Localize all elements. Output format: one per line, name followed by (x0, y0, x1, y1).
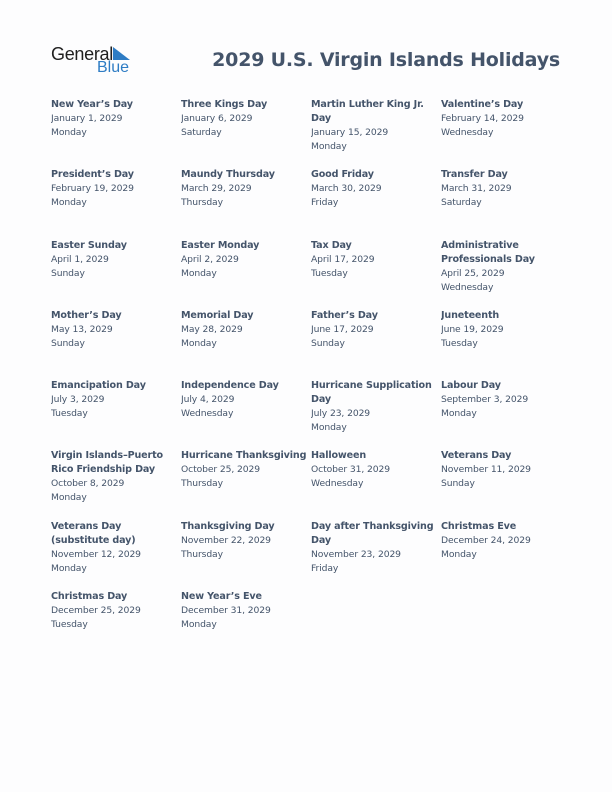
holiday-date: January 15, 2029 (311, 127, 389, 138)
holiday-item (311, 98, 441, 168)
logo-text-blue: Blue (97, 59, 130, 76)
holiday-date: November 11, 2029 (441, 464, 531, 476)
holiday-item (441, 379, 571, 449)
holiday-weekday: Sunday (311, 337, 345, 349)
holiday-date: March 31, 2029 (441, 183, 512, 195)
holiday-weekday: Friday (311, 197, 339, 209)
holiday-item (181, 98, 311, 168)
holiday-weekday: Wednesday (311, 478, 364, 490)
holiday-name: Veterans Day (441, 450, 512, 462)
holiday-name: Martin Luther King Jr. Day (311, 99, 424, 124)
holiday-weekday: Saturday (441, 197, 482, 209)
holiday-item (311, 520, 441, 590)
holiday-weekday: Wednesday (441, 281, 494, 293)
holiday-date: November 23, 2029 (311, 548, 401, 560)
holiday-weekday: Monday (311, 141, 347, 152)
holiday-item (441, 449, 571, 519)
holiday-weekday: Thursday (181, 478, 223, 490)
holiday-weekday: Sunday (441, 478, 475, 490)
holiday-name: Administrative Professionals Day (441, 239, 535, 265)
holiday-weekday: Monday (51, 197, 87, 209)
holiday-weekday: Wednesday (181, 408, 234, 420)
holiday-weekday: Tuesday (311, 267, 348, 279)
holiday-name: Virgin Islands–Puerto Rico Friendship Day (51, 450, 163, 476)
holiday-date: October 8, 2029 (51, 478, 125, 490)
holiday-weekday: Monday (181, 337, 217, 349)
holiday-item (181, 239, 311, 309)
holiday-item (441, 309, 571, 379)
holiday-date: October 31, 2029 (311, 464, 391, 476)
holiday-item (51, 239, 181, 309)
holiday-weekday: Monday (181, 267, 217, 279)
holiday-name: Transfer Day (441, 169, 508, 181)
holiday-name: Thanksgiving Day (181, 520, 275, 532)
holiday-item (181, 449, 311, 519)
holiday-name: Memorial Day (181, 309, 254, 321)
holiday-weekday: Friday (311, 562, 339, 574)
holiday-weekday: Wednesday (441, 127, 494, 138)
holiday-date: February 19, 2029 (51, 183, 134, 195)
holiday-item (441, 239, 571, 309)
holiday-date: April 25, 2029 (441, 267, 505, 279)
holiday-name: New Year’s Eve (181, 591, 262, 603)
holiday-date: July 3, 2029 (51, 394, 105, 406)
holiday-item (181, 520, 311, 590)
holiday-weekday: Sunday (51, 337, 85, 349)
holiday-date: September 3, 2029 (441, 394, 529, 406)
holiday-name: Christmas Eve (441, 520, 517, 532)
holiday-name: Mother’s Day (51, 309, 122, 321)
holiday-name: Three Kings Day (181, 99, 268, 110)
holiday-weekday: Monday (51, 127, 87, 138)
holiday-item (311, 449, 441, 519)
holiday-item (51, 168, 181, 238)
holiday-date: June 17, 2029 (311, 323, 374, 335)
holiday-item (311, 168, 441, 238)
holiday-item (441, 168, 571, 238)
holiday-grid (51, 98, 571, 660)
holiday-name: Hurricane Thanksgiving (181, 450, 307, 462)
holiday-name: Juneteenth (441, 309, 500, 321)
holiday-weekday: Tuesday (51, 619, 88, 631)
holiday-name: President’s Day (51, 169, 134, 181)
holiday-name: Independence Day (181, 380, 279, 392)
holiday-date: December 25, 2029 (51, 605, 141, 617)
holiday-date: October 25, 2029 (181, 464, 261, 476)
holiday-weekday: Monday (441, 548, 477, 560)
holiday-name: Christmas Day (51, 591, 128, 603)
holiday-item (441, 520, 571, 590)
holiday-date: April 2, 2029 (181, 253, 239, 265)
holiday-item (51, 309, 181, 379)
holiday-name: New Year’s Day (51, 99, 133, 110)
holiday-weekday: Monday (181, 619, 217, 631)
holiday-item (181, 309, 311, 379)
holiday-item (51, 590, 181, 660)
holiday-name: Hurricane Supplication Day (311, 380, 432, 406)
holiday-item (181, 168, 311, 238)
holiday-item (181, 590, 311, 660)
holiday-date: July 4, 2029 (181, 394, 235, 406)
holiday-date: January 1, 2029 (51, 113, 123, 124)
holiday-item (311, 239, 441, 309)
holiday-item (51, 449, 181, 519)
holiday-item (441, 98, 571, 168)
holiday-date: April 17, 2029 (311, 253, 375, 265)
holiday-item (311, 309, 441, 379)
holiday-item (51, 520, 181, 590)
holiday-date: December 31, 2029 (181, 605, 271, 617)
holiday-date: April 1, 2029 (51, 253, 109, 265)
holiday-item (181, 379, 311, 449)
holiday-date: January 6, 2029 (181, 113, 253, 124)
holiday-weekday: Monday (311, 422, 347, 434)
holiday-weekday: Monday (51, 562, 87, 574)
holiday-date: November 22, 2029 (181, 534, 271, 546)
holiday-date: March 29, 2029 (181, 183, 252, 195)
holiday-weekday: Monday (51, 492, 87, 504)
holiday-date: November 12, 2029 (51, 548, 141, 560)
holiday-name: Halloween (311, 450, 367, 462)
holiday-name: Day after Thanksgiving Day (311, 520, 434, 546)
holiday-name: Emancipation Day (51, 380, 146, 392)
holiday-name: Good Friday (311, 169, 374, 181)
holiday-date: March 30, 2029 (311, 183, 382, 195)
holiday-weekday: Tuesday (51, 408, 88, 420)
logo-text-general: General (51, 44, 113, 64)
holiday-item (311, 379, 441, 449)
holiday-date: July 23, 2029 (311, 408, 371, 420)
holiday-weekday: Monday (441, 408, 477, 420)
holiday-name: Veterans Day (substitute day) (51, 520, 136, 546)
holiday-date: May 28, 2029 (181, 323, 243, 335)
holiday-date: May 13, 2029 (51, 323, 113, 335)
holiday-item (51, 379, 181, 449)
holiday-weekday: Tuesday (441, 337, 478, 349)
holiday-date: June 19, 2029 (441, 323, 504, 335)
holiday-weekday: Sunday (51, 267, 85, 279)
holiday-date: February 14, 2029 (441, 113, 524, 124)
holiday-name: Easter Monday (181, 239, 260, 251)
holiday-date: December 24, 2029 (441, 534, 531, 546)
generalblue-logo (51, 44, 141, 80)
holiday-item (51, 98, 181, 168)
holiday-weekday: Saturday (181, 127, 222, 138)
holiday-name: Labour Day (441, 380, 501, 392)
holiday-name: Tax Day (311, 239, 352, 251)
holiday-name: Maundy Thursday (181, 169, 275, 181)
page-title: 2029 U.S. Virgin Islands Holidays (212, 49, 560, 71)
holiday-name: Valentine’s Day (441, 99, 524, 110)
holiday-weekday: Thursday (181, 548, 223, 560)
holiday-weekday: Thursday (181, 197, 223, 209)
holiday-name: Father’s Day (311, 309, 378, 321)
holiday-name: Easter Sunday (51, 239, 127, 251)
